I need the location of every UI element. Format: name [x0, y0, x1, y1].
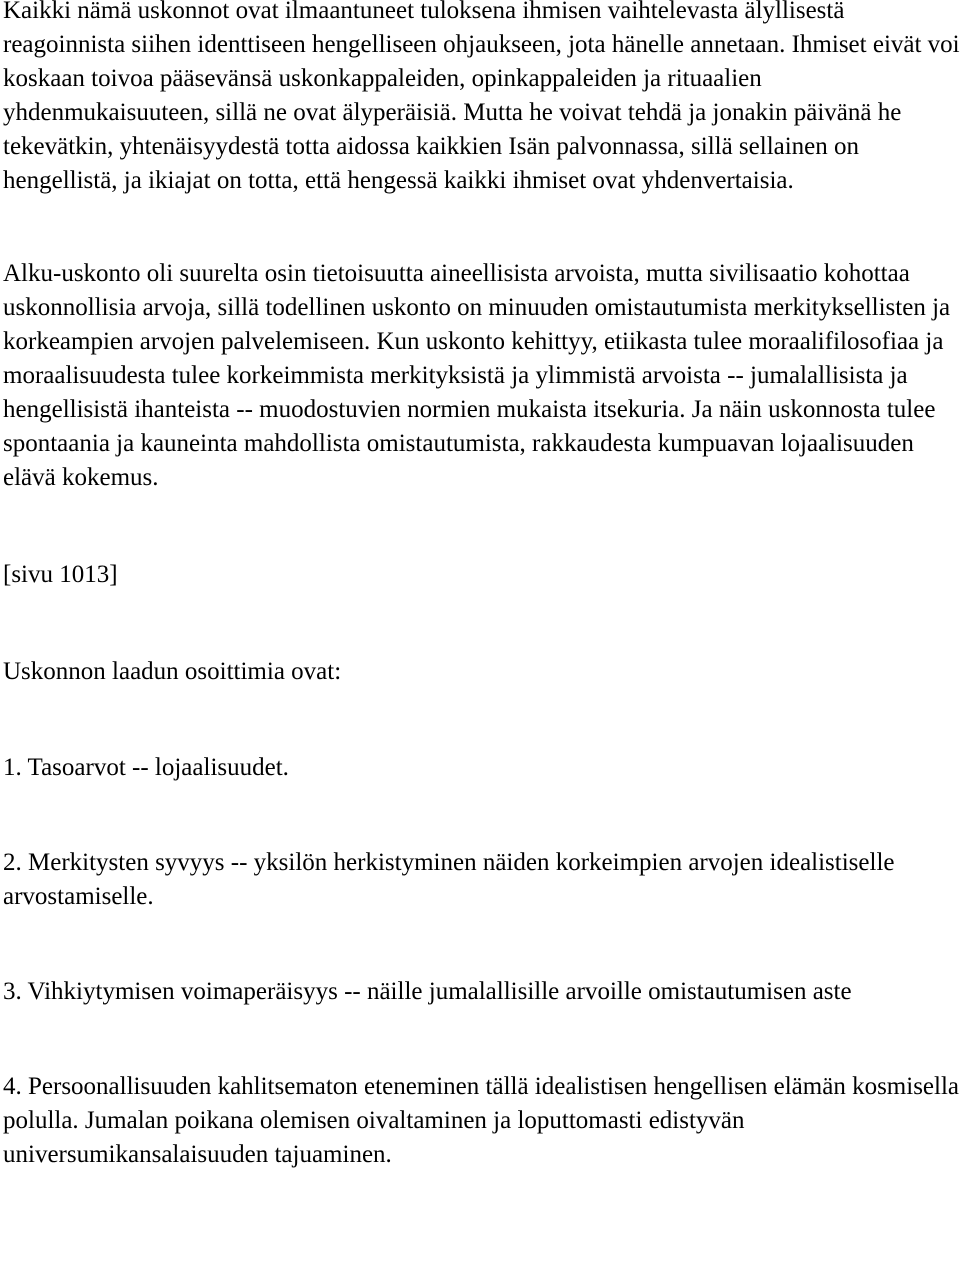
spacer	[3, 914, 960, 975]
list-item-1: 1. Tasoarvot -- lojaalisuudet.	[3, 754, 289, 781]
page-marker: [sivu 1013]	[3, 561, 118, 588]
spacer	[3, 592, 960, 655]
spacer	[3, 1009, 960, 1070]
list-item-2: 2. Merkitysten syvyys -- yksilön herkistyminen näiden korkeimpien arvojen idealistiselle arvostamiselle.	[3, 849, 895, 910]
list-item-3: 3. Vihkiytymisen voimaperäisyys -- näille jumalallisille arvoille omistautumisen aste	[3, 978, 852, 1005]
spacer	[3, 495, 960, 558]
paragraph-religions-unity: Kaikki nämä uskonnot ovat ilmaantuneet tuloksena ihmisen vaihtelevasta älyllisestä reagoinnista siihen identtiseen hengelliseen ohjaukseen, jota hänelle annetaan. Ihmiset eivät voi koskaan toivoa pääsevänsä uskonkappaleiden, opinkappaleiden ja rituaalien yhdenmukaisuuteen, sillä ne ovat älyperäisiä. Mutta he voivat tehdä ja jonakin päivänä he tekevätkin, yhtenäisyydestä totta aidossa kaikkien Isän palvonnassa, sillä sellainen on hengellistä, ja ikiajat on totta, että hengessä kaikki ihmiset ovat yhdenvertaisia.	[3, 0, 960, 194]
paragraph-primitive-religion: Alku-uskonto oli suurelta osin tietoisuutta aineellisista arvoista, mutta sivilisaatio kohottaa uskonnollisia arvoja, sillä todellinen uskonto on minuuden omistautumista merkityksellisten ja korkeampien arvojen palvelemiseen. Kun uskonto kehittyy, etiikasta tulee moraalifilosofiaa ja moraalisuudesta tulee korkeimmista merkityksistä ja ylimmistä arvoista -- jumalallisista ja hengellisistä ihanteista -- muodostuvien normien mukaista itsekuria. Ja näin uskonnosta tulee spontaania ja kauneinta mahdollista omistautumista, rakkaudesta kumpuavan lojaalisuuden elävä kokemus.	[3, 260, 951, 491]
spacer	[3, 198, 960, 257]
spacer	[3, 689, 960, 751]
document-page	[3, 0, 960, 1172]
spacer	[3, 785, 960, 846]
list-intro: Uskonnon laadun osoittimia ovat:	[3, 658, 342, 685]
list-item-4: 4. Persoonallisuuden kahlitsematon eteneminen tällä idealistisen hengellisen elämän kosmisella polulla. Jumalan poikana olemisen oivaltaminen ja loputtomasti edistyvän universumikansalaisuuden tajuaminen.	[3, 1073, 960, 1168]
